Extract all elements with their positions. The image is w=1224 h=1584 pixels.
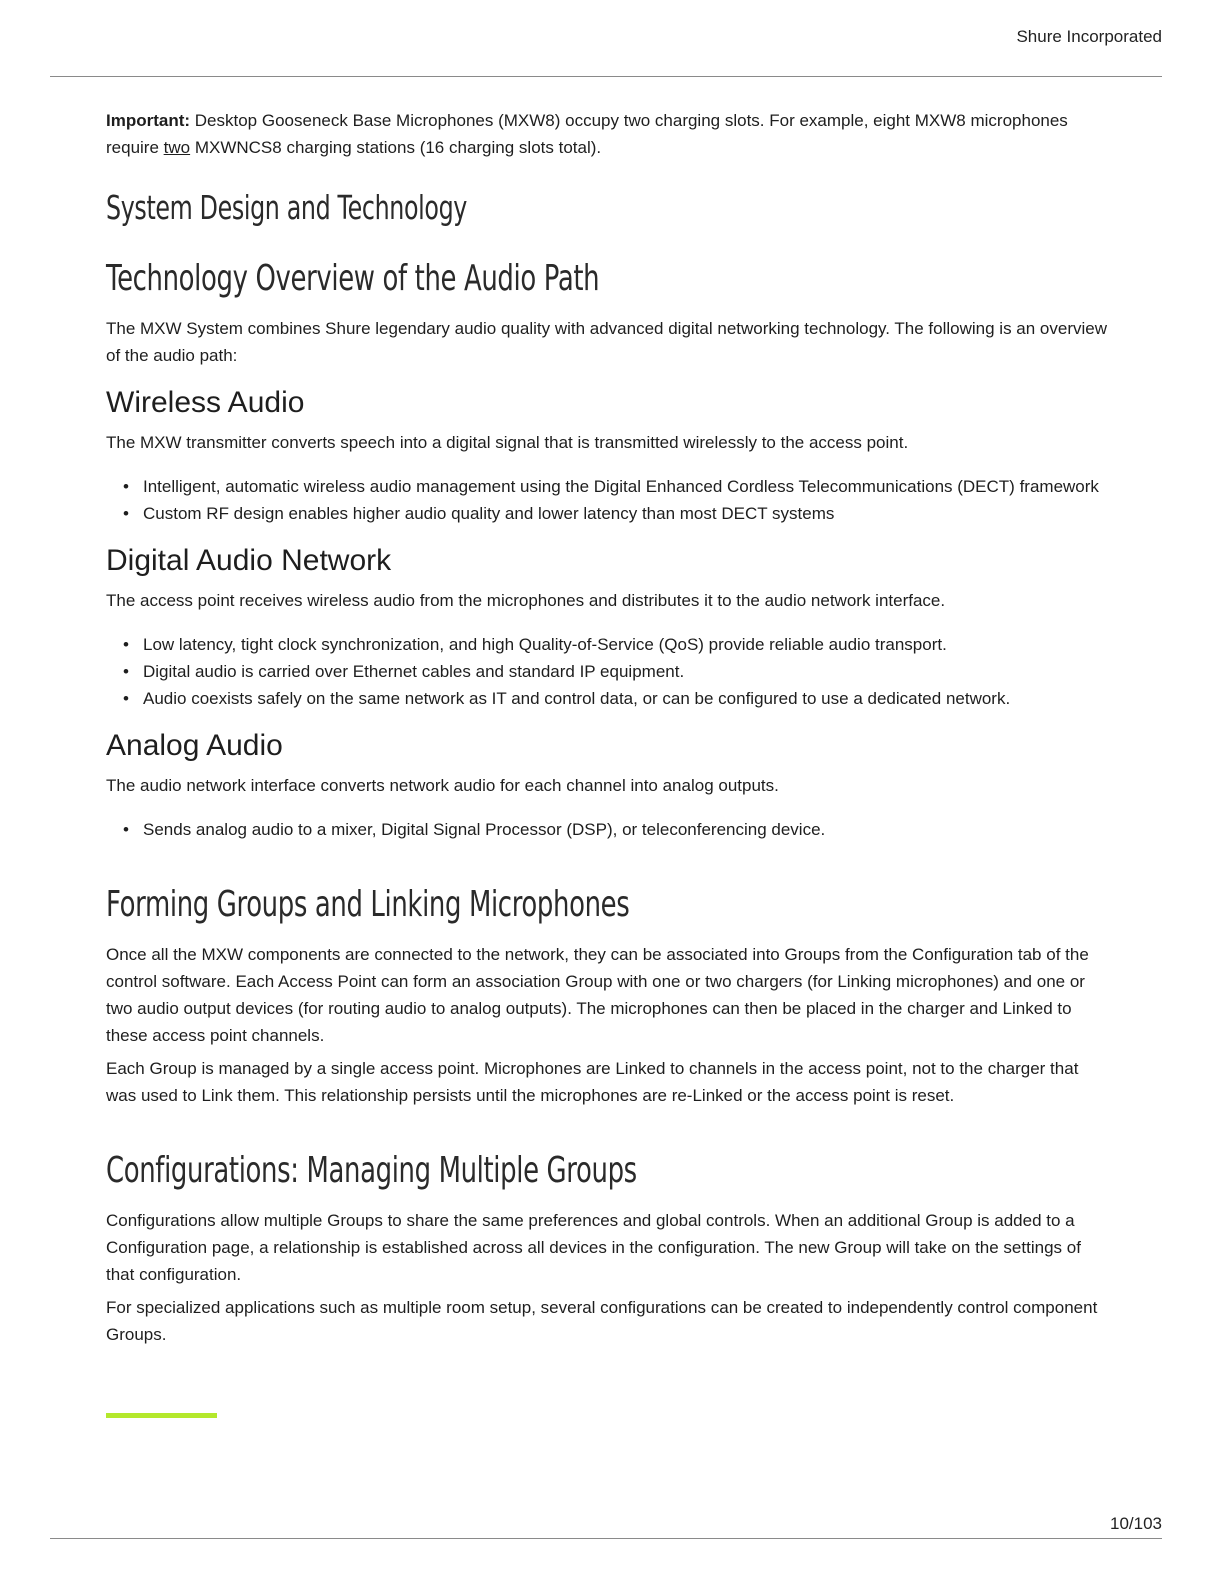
- analog-audio-list: [106, 816, 1110, 843]
- list-item-text: Digital audio is carried over Ethernet cables and standard IP equipment.: [143, 662, 685, 681]
- list-item: [106, 816, 1110, 843]
- analog-audio-text: The audio network interface converts network audio for each channel into analog outputs.: [106, 776, 779, 795]
- groups-title: Forming Groups and Linking Microphones: [106, 884, 630, 925]
- configurations-title: Configurations: Managing Multiple Groups: [106, 1150, 637, 1191]
- list-item: [106, 658, 1110, 685]
- important-label: Important:: [106, 111, 191, 130]
- accent-bar: [106, 1413, 217, 1418]
- bullet-icon: •: [123, 635, 129, 654]
- list-item: [106, 685, 1110, 712]
- header-company-name: Shure Incorporated: [1016, 27, 1162, 46]
- list-item-text: Custom RF design enables higher audio quality and lower latency than most DECT systems: [143, 504, 835, 523]
- list-item: [106, 631, 1110, 658]
- audio-path-title: Technology Overview of the Audio Path: [106, 258, 600, 299]
- wireless-audio-text: The MXW transmitter converts speech into a digital signal that is transmitted wirelessly to the access point.: [106, 433, 909, 452]
- configurations-paragraph-1: Configurations allow multiple Groups to share the same preferences and global controls. When an additional Group is added to a Configuration page, a relationship is established across all devices in the configuration. The new Group will take on the settings of that configuration.: [106, 1211, 1081, 1284]
- bullet-icon: •: [123, 662, 129, 681]
- bullet-icon: •: [123, 689, 129, 708]
- digital-audio-text: The access point receives wireless audio from the microphones and distributes it to the audio network interface.: [106, 591, 946, 610]
- important-text-before: Desktop Gooseneck Base Microphones (MXW8) occupy two charging slots. For example, eight MXW8 microphones require: [106, 111, 1068, 157]
- important-underlined-word: two: [163, 138, 191, 157]
- list-item-text: Low latency, tight clock synchronization, and high Quality-of-Service (QoS) provide reliable audio transport.: [143, 635, 947, 654]
- audio-path-intro: The MXW System combines Shure legendary audio quality with advanced digital networking technology. The following is an overview of the audio path:: [106, 319, 1108, 365]
- groups-paragraph-2: Each Group is managed by a single access point. Microphones are Linked to channels in the access point, not to the charger that was used to Link them. This relationship persists until the microphones are re-Linked or the access point is reset.: [106, 1059, 1079, 1105]
- digital-audio-title: Digital Audio Network: [106, 544, 392, 577]
- list-item-text: Sends analog audio to a mixer, Digital Signal Processor (DSP), or teleconferencing device.: [143, 820, 826, 839]
- wireless-audio-title: Wireless Audio: [106, 386, 305, 419]
- groups-paragraph-1: Once all the MXW components are connected to the network, they can be associated into Groups from the Configuration tab of the control software. Each Access Point can form an association Group with one or two chargers (for Linking microphones) and one or two audio output devices (for routing audio to analog outputs). The microphones can then be placed in the charger and Linked to these access point channels.: [106, 945, 1089, 1045]
- bullet-icon: •: [123, 504, 129, 523]
- footer-divider: [50, 1538, 1162, 1539]
- important-text-after: MXWNCS8 charging stations (16 charging slots total).: [190, 138, 602, 157]
- digital-audio-list: [106, 631, 1110, 712]
- configurations-paragraph-2: For specialized applications such as multiple room setup, several configurations can be created to independently control component Groups.: [106, 1298, 1098, 1344]
- page-content: [106, 107, 1110, 1348]
- list-item-text: Audio coexists safely on the same network as IT and control data, or can be configured to use a dedicated network.: [143, 689, 1011, 708]
- important-note: [106, 107, 1110, 161]
- list-item-text: Intelligent, automatic wireless audio management using the Digital Enhanced Cordless Telecommunications (DECT) framework: [143, 477, 1099, 496]
- wireless-audio-list: [106, 473, 1110, 527]
- analog-audio-title: Analog Audio: [106, 729, 283, 762]
- list-item: [106, 473, 1110, 500]
- header-divider: [50, 76, 1162, 77]
- list-item: [106, 500, 1110, 527]
- page-number: 10/103: [1110, 1514, 1162, 1533]
- section-title: System Design and Technology: [106, 188, 468, 227]
- bullet-icon: •: [123, 477, 129, 496]
- bullet-icon: •: [123, 820, 129, 839]
